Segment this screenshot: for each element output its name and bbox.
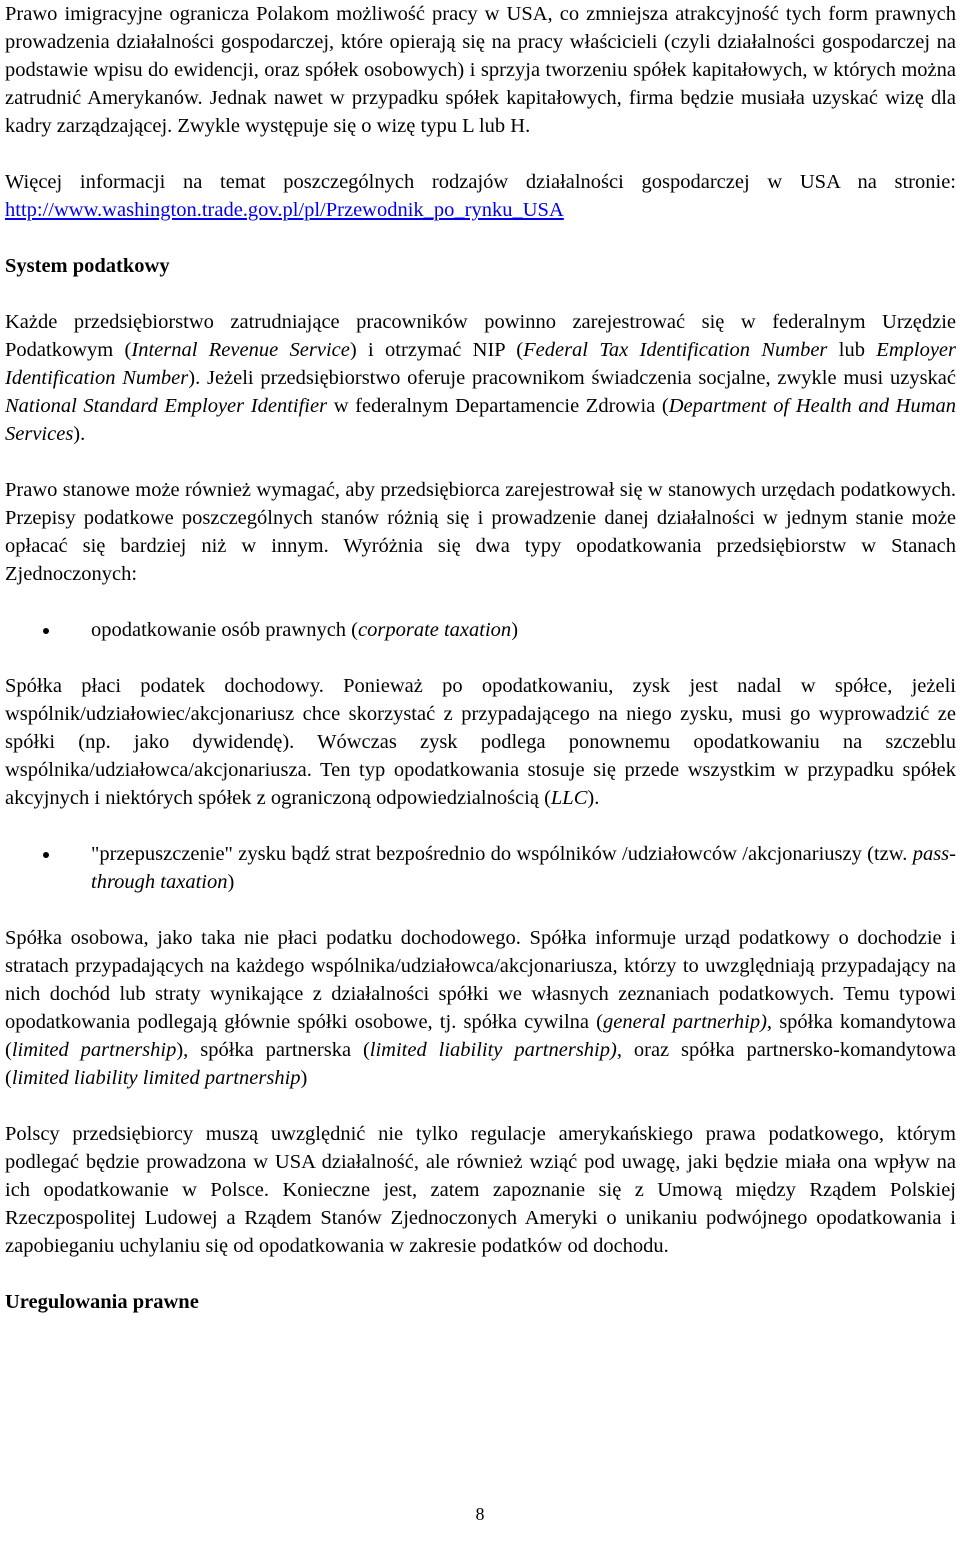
list-item xyxy=(5,840,956,896)
text-fragment: , spółka komandytowa ( xyxy=(5,1011,956,1061)
text-italic: corporate taxation xyxy=(358,619,512,641)
text-fragment: Spółka płaci podatek dochodowy. Ponieważ po opodatkowaniu, zysk jest nadal w spółce, jeżeli wspólnik/udziałowiec/akcjonariusz chce skorzystać z przypadającego na niego zysku, musi go wyprowadzić ze spółki (np. jako dywidendę). Wówczas zysk podlega ponownemu opodatkowaniu na szczeblu wspólnika/udziałowca/akcjonariusza. Ten typ opodatkowania stosuje się przede wszystkim w przypadku spółek akcyjnych i niektórych spółek z ograniczoną odpowiedzialnością ( xyxy=(5,675,956,809)
text-fragment: ). xyxy=(73,423,86,445)
text-italic: Federal Tax Identification Number xyxy=(523,339,828,361)
text-italic: limited partnership xyxy=(11,1039,177,1061)
text-fragment: ). Jeżeli przedsiębiorstwo oferuje pracownikom świadczenia socjalne, zwykle musi uzyskać xyxy=(188,367,956,389)
text-italic: Internal Revenue Service xyxy=(131,339,350,361)
text-italic: Employer Identification Number xyxy=(5,339,956,389)
paragraph-partnership-tax xyxy=(5,924,956,1092)
paragraph-corporate-tax xyxy=(5,672,956,812)
text-fragment: Każde przedsiębiorstwo zatrudniające pracowników powinno zarejestrować się w federalnym Urzędzie Podatkowym ( xyxy=(5,311,956,361)
paragraph-more-info xyxy=(5,168,956,224)
text-fragment: Spółka osobowa, jako taka nie płaci podatku dochodowego. Spółka informuje urząd podatkowy o dochodzie i stratach przypadających na każdego wspólnika/udziałowca/akcjonariusza, którzy to uwzględniają przypadający na nich dochód lub straty wynikające z działalności spółki we własnych zeznaniach podatkowych. Temu typowi opodatkowania podlegają głównie spółki osobowe, tj. spółka cywilna ( xyxy=(5,927,956,1033)
text-italic: Department of Health and Human Services xyxy=(5,395,957,445)
bullet-icon xyxy=(43,852,49,858)
bullet-icon xyxy=(43,628,49,634)
text-fragment: , oraz spółka partnersko-komandytowa ( xyxy=(5,1039,956,1089)
more-info-text: Więcej informacji na temat poszczególnych rodzajów działalności gospodarczej w USA na stronie: xyxy=(5,171,956,193)
text-fragment: ), spółka partnerska ( xyxy=(176,1039,370,1061)
text-fragment: ) xyxy=(300,1067,308,1089)
text-fragment: ) xyxy=(227,871,235,893)
text-fragment: ) i otrzymać NIP ( xyxy=(349,339,524,361)
text-fragment: "przepuszczenie" zysku bądź strat bezpośrednio do wspólników /udziałowców /akcjonariuszy (tzw. xyxy=(91,843,913,865)
page-number: 8 xyxy=(475,1504,485,1524)
heading-legal-regulations: Uregulowania prawne xyxy=(5,1291,199,1313)
text-italic: limited liability partnership) xyxy=(369,1039,617,1061)
text-italic: National Standard Employer Identifier xyxy=(5,395,328,417)
text-fragment: lub xyxy=(827,339,877,361)
text-fragment: w federalnym Departamencie Zdrowia ( xyxy=(327,395,669,417)
bullet-list-pass-through xyxy=(5,840,956,896)
paragraph-polish-entrepreneurs: Polscy przedsiębiorcy muszą uwzględnić nie tylko regulacje amerykańskiego prawa podatkowego, którym podlegać będzie prowadzona w USA działalność, ale również wziąć pod uwagę, jaki będzie miała ona wpływ na ich opodatkowanie w Polsce. Konieczne jest, zatem zapoznanie się z Umową między Rządem Polskiej Rzeczpospolitej Ludowej a Rządem Stanów Zjednoczonych Ameryki o unikaniu podwójnego opodatkowania i zapobieganiu uchylaniu się od opodatkowania w zakresie podatków od dochodu. xyxy=(5,1123,956,1257)
paragraph-federal-registration xyxy=(5,308,956,448)
text-italic: limited liability limited partnership xyxy=(11,1067,301,1089)
bullet-list-corporate xyxy=(5,616,956,644)
document-page xyxy=(5,0,956,1316)
trade-gov-link[interactable]: http://www.washington.trade.gov.pl/pl/Przewodnik_po_rynku_USA xyxy=(5,199,564,221)
text-italic: LLC xyxy=(550,787,588,809)
text-fragment: ) xyxy=(511,619,519,641)
paragraph-immigration: Prawo imigracyjne ogranicza Polakom możliwość pracy w USA, co zmniejsza atrakcyjność tych form prawnych prowadzenia działalności gospodarczej, które opierają się na pracy właścicieli (czyli działalności gospodarczej na podstawie wpisu do ewidencji, oraz spółek osobowych) i sprzyja tworzeniu spółek kapitałowych, w których można zatrudnić Amerykanów. Jednak nawet w przypadku spółek kapitałowych, firma będzie musiała uzyskać wizę dla kadry zarządzającej. Zwykle występuje się o wizę typu L lub H. xyxy=(5,3,956,137)
list-item xyxy=(5,616,956,644)
text-italic: pass-through taxation xyxy=(91,843,956,893)
text-fragment: opodatkowanie osób prawnych ( xyxy=(91,619,359,641)
text-fragment: ). xyxy=(587,787,600,809)
text-italic: general partnerhip) xyxy=(603,1011,767,1033)
heading-tax-system: System podatkowy xyxy=(5,255,170,277)
paragraph-state-law: Prawo stanowe może również wymagać, aby przedsiębiorca zarejestrował się w stanowych urzędach podatkowych. Przepisy podatkowe poszczególnych stanów różnią się i prowadzenie danej działalności w jednym stanie może opłacać się bardziej niż w innym. Wyróżnia się dwa typy opodatkowania przedsiębiorstw w Stanach Zjednoczonych: xyxy=(5,479,956,585)
